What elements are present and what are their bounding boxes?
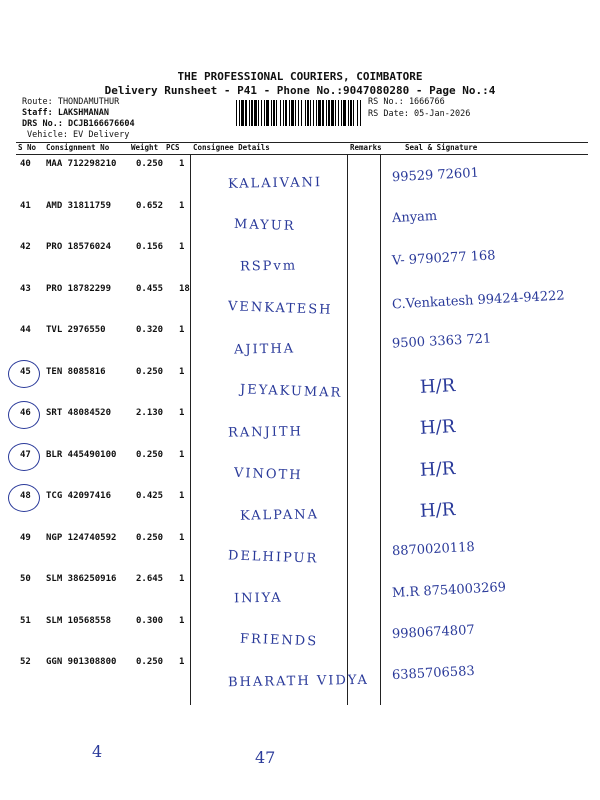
row-consignee-handwriting: BHARATH VIDYA <box>227 672 369 691</box>
row-number-circle <box>8 401 40 429</box>
row-pcs: 1 <box>179 657 185 667</box>
col-consignee: Consignee Details <box>193 143 270 152</box>
col-remarks: Remarks <box>350 143 382 152</box>
company-title: THE PROFESSIONAL COURIERS, COIMBATORE <box>177 70 423 83</box>
row-consignee-handwriting: AJITHA <box>233 341 296 358</box>
row-sno: 41 <box>20 200 31 211</box>
row-sno: 49 <box>20 532 31 543</box>
row-consignment-no: NGP 124740592 <box>46 532 117 543</box>
footer-mark-page: 47 <box>255 748 276 767</box>
row-weight: 0.300 <box>136 615 164 626</box>
row-signature-handwriting: M.R 8754003269 <box>391 580 507 601</box>
col-consignment: Consignment No <box>46 143 110 152</box>
row-consignee-handwriting: RANJITH <box>227 424 304 441</box>
row-sno: 46 <box>20 408 31 418</box>
vehicle-label: Vehicle: EV Delivery <box>27 130 130 140</box>
row-number-circle <box>8 484 40 512</box>
row-signature-handwriting: 9500 3363 721 <box>391 331 492 352</box>
row-pcs: 1 <box>179 491 185 501</box>
row-signature-handwriting: H/R <box>419 374 456 398</box>
row-consignee-handwriting: VENKATESH <box>227 298 333 318</box>
rs-date: RS Date: 05-Jan-2026 <box>368 109 471 119</box>
row-consignee-handwriting: FRIENDS <box>239 631 319 649</box>
col-weight: Weight <box>131 143 159 152</box>
row-weight: 2.130 <box>136 408 164 418</box>
row-consignment-no: TEN 8085816 <box>46 366 106 377</box>
row-weight: 0.652 <box>136 200 164 211</box>
barcode <box>236 100 364 126</box>
row-signature-handwriting: H/R <box>419 416 456 439</box>
row-pcs: 1 <box>179 366 185 377</box>
row-consignment-no: GGN 901308800 <box>46 657 117 667</box>
row-sno: 42 <box>20 242 31 252</box>
row-number-circle <box>8 360 40 388</box>
consignee-column-rule <box>190 155 191 705</box>
row-signature-handwriting: 99529 72601 <box>391 165 480 186</box>
row-consignee-handwriting: INIYA <box>233 590 283 607</box>
row-consignee-handwriting: JEYAKUMAR <box>239 381 343 401</box>
row-pcs: 1 <box>179 449 185 460</box>
row-signature-handwriting: H/R <box>419 457 456 481</box>
row-pcs: 1 <box>179 159 185 169</box>
row-number-circle <box>8 443 40 471</box>
col-seal: Seal & Signature <box>405 143 478 152</box>
row-pcs: 1 <box>179 325 185 335</box>
row-consignment-no: PRO 18576024 <box>46 242 112 252</box>
row-consignment-no: BLR 445490100 <box>46 449 117 460</box>
row-consignee-handwriting: VINOTH <box>233 465 303 483</box>
row-consignee-handwriting: RSPvm <box>239 258 298 275</box>
row-consignment-no: SLM 10568558 <box>46 615 112 626</box>
row-weight: 0.320 <box>136 325 164 335</box>
row-signature-handwriting: H/R <box>419 499 456 522</box>
row-pcs: 1 <box>179 408 185 418</box>
row-consignee-handwriting: MAYUR <box>233 216 296 234</box>
row-consignment-no: SLM 386250916 <box>46 574 117 584</box>
row-signature-handwriting: 6385706583 <box>391 663 476 684</box>
remarks-column-rule <box>347 155 348 705</box>
row-consignment-no: SRT 48084520 <box>46 408 112 418</box>
row-consignee-handwriting: KALAIVANI <box>227 175 323 192</box>
row-consignment-no: AMD 31811759 <box>46 200 112 211</box>
row-sno: 47 <box>20 449 31 460</box>
row-signature-handwriting: C.Venkatesh 99424-94222 <box>391 287 565 313</box>
row-consignee-handwriting: KALPANA <box>239 507 320 524</box>
row-weight: 2.645 <box>136 574 164 584</box>
row-weight: 0.250 <box>136 366 164 377</box>
row-pcs: 1 <box>179 615 185 626</box>
row-consignee-handwriting: DELHIPUR <box>227 547 319 567</box>
row-weight: 0.156 <box>136 242 164 252</box>
runsheet-subtitle: Delivery Runsheet - P41 - Phone No.:9047080280 - Page No.:4 <box>104 84 496 97</box>
row-signature-handwriting: 9980674807 <box>391 622 476 642</box>
col-pcs: PCS <box>166 143 180 152</box>
row-consignment-no: TVL 2976550 <box>46 325 106 335</box>
row-sno: 40 <box>20 159 31 169</box>
row-signature-handwriting: Anyam <box>391 208 438 226</box>
row-pcs: 1 <box>179 200 185 211</box>
row-weight: 0.250 <box>136 159 164 169</box>
row-sno: 52 <box>20 657 31 667</box>
row-weight: 0.250 <box>136 532 164 543</box>
footer-mark-left: 4 <box>92 742 103 761</box>
row-sno: 45 <box>20 366 31 377</box>
row-consignment-no: PRO 18782299 <box>46 283 112 294</box>
row-sno: 43 <box>20 283 31 294</box>
header-bottom-rule <box>16 154 588 155</box>
row-weight: 0.250 <box>136 657 164 667</box>
route-label: Route: THONDAMUTHUR <box>22 97 120 107</box>
row-signature-handwriting: 8870020118 <box>391 539 476 559</box>
row-consignment-no: TCG 42097416 <box>46 491 112 501</box>
row-weight: 0.455 <box>136 283 164 294</box>
row-weight: 0.425 <box>136 491 164 501</box>
row-sno: 51 <box>20 615 31 626</box>
row-pcs: 18 <box>179 283 190 294</box>
row-consignment-no: MAA 712298210 <box>46 159 117 169</box>
row-sno: 48 <box>20 491 31 501</box>
staff-label: Staff: LAKSHMANAN <box>22 108 109 118</box>
row-weight: 0.250 <box>136 449 164 460</box>
rs-number: RS No.: 1666766 <box>368 97 445 107</box>
seal-column-rule <box>380 155 381 705</box>
row-sno: 50 <box>20 574 31 584</box>
col-sno: S No <box>18 143 37 152</box>
drs-number: DRS No.: DCJB166676604 <box>22 119 135 129</box>
row-pcs: 1 <box>179 574 185 584</box>
row-sno: 44 <box>20 325 31 335</box>
row-pcs: 1 <box>179 242 185 252</box>
row-pcs: 1 <box>179 532 185 543</box>
row-signature-handwriting: V- 9790277 168 <box>391 248 496 269</box>
